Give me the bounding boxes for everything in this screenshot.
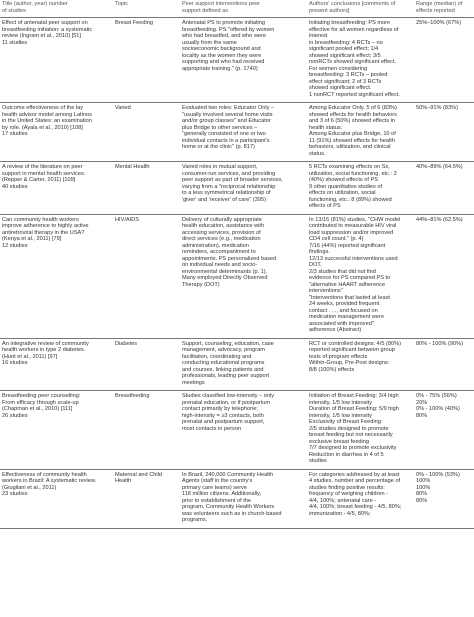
table-row	[0, 469, 474, 528]
table-row	[0, 18, 474, 103]
cell-conclusions: 5 RCTs examining effects on Sx, utilization, social functioning, etc.: 2 (40%) showed effects of PS 9 other quantitative studies of effects on utilization, social functioning, etc.: 8 (89%) showed effects of PS	[307, 162, 414, 215]
cell-intervention: Evaluated two roles: Educator Only – "usually involved several home visits and/or group classes" and Educator plus Bridge to other services – "generally consisted of one or two individual contacts in a participant's home or at the clinic" (p. 817)	[180, 103, 307, 162]
cell-range: 50%–91% (83%)	[414, 103, 474, 162]
cell-conclusions: For categories addressed by at least 4 studies, number and percentage of studies finding positive results: frequency of weighing children - 4/4, 100%; antenatal care - 4/4, 100%; breast feeding - 4/5, 80%; immunization - 4/5, 80%;	[307, 469, 414, 528]
cell-title: An integrative review of community health workers in type 2 diabetes. (Hunt et al., 2011) [97] 16 studies	[0, 338, 113, 391]
cell-title: Effect of antenatal peer support on breastfeeding initiation: a systematic review (Ingram et al., 2010) [51] 11 studies	[0, 18, 113, 103]
cell-topic: HIV/AIDS	[113, 214, 180, 338]
table-row	[0, 214, 474, 338]
cell-range: 40%–89% (64.5%)	[414, 162, 474, 215]
table-row	[0, 103, 474, 162]
cell-range: 25%–100% (67%)	[414, 18, 474, 103]
cell-title: A review of the literature on peer support in mental health services. (Repper & Carter, 2011) [109] 40 studies	[0, 162, 113, 215]
header-topic: Topic	[113, 0, 180, 18]
cell-conclusions: In 13/16 (81%) studies, "CHW model contributed to measurable HIV viral load suppression and/or improved CD4 cell count." (p. 4) 7/16 (44%) reported significant findings. 12/13 successful interventions used DOT. 2/3 studies that did not find evidence for PS compared PS to "alternative HAART adherence interventions" "Interventions that lasted at least 24 weeks, provided frequent contact . . ., and focused on medication management were associated with improved" adherence (Abstract)	[307, 214, 414, 338]
table-row	[0, 162, 474, 215]
cell-title: Outcome effectiveness of the lay health advisor model among Latinos in the United States: an examination by role. (Ayala et al., 2010) [108] 17 studies	[0, 103, 113, 162]
table-header-row	[0, 0, 474, 18]
cell-topic: Maternal and Child Health	[113, 469, 180, 528]
cell-title: Effectiveness of community health workers in Brazil: A systematic review. (Giugliani et al., 2011) 23 studies	[0, 469, 113, 528]
cell-range: 0% - 75% (56%) 20% 0% - 100% (40%) 80%	[414, 391, 474, 470]
cell-title: Breastfeeding peer counselling: From efficacy through scale-up (Chapman et al., 2010) [111] 26 studies	[0, 391, 113, 470]
cell-topic: Mental Health	[113, 162, 180, 215]
table-row	[0, 338, 474, 391]
cell-topic: Breastfeeding	[113, 391, 180, 470]
cell-range: 80% - 100% (90%)	[414, 338, 474, 391]
cell-intervention: Studies classified low-intensity – only prenatal education, or if postpartum contact primarily by telephone; high-intensity = ≥3 contacts, both prenatal and postpartum support, most contacts in person	[180, 391, 307, 470]
cell-intervention: Antenatal PS to promote initiating breastfeeding. PS "offered by women who had breastfed, and who were usually from the same socioeconomic background and locality as the women they were supporting and who had received appropriate training." (p. 1740)	[180, 18, 307, 103]
cell-conclusions: Among Educator Only, 5 of 6 (83%) showed effects for health behaviors and 3 of 6 (50%) showed effects in health status. Among Educator plus Bridge, 10 of 11 (91%) showed effects for health behaviors, utilization, and clinical status.	[307, 103, 414, 162]
header-conclusions: Authors' conclusions [comments of present authors]	[307, 0, 414, 18]
cell-title: Can community health workers improve adherence to highly active antiretroviral therapy in the USA? (Kenya et al., 2011) [79] 12 studies	[0, 214, 113, 338]
cell-topic: Diabetes	[113, 338, 180, 391]
cell-topic: Varied	[113, 103, 180, 162]
header-title: Title (author, year) number of studies	[0, 0, 113, 18]
cell-range: 44%–81% (62.5%)	[414, 214, 474, 338]
cell-intervention: In Brazil, 240,000 Community Health Agents (staff in the country's primary care teams) serve 118 million citizens. Additionally, prior to establishment of the program, Community Health Workers was volunteers such as in church-based programs.	[180, 469, 307, 528]
cell-topic: Breast Feeding	[113, 18, 180, 103]
cell-conclusions: Initiating breastfeeding: PS more effective for all women regardless of interest in breastfeeding: 4 RCTs – no significant pooled effect; 1/4 showed significant effect; 3/5 nonRCTs showed significant effect. For women considering breastfeeding: 3 RCTs – pooled effect significant; 2 of 3 RCTs showed significant effect. 1 nonRCT reported significant effect.	[307, 18, 414, 103]
header-range: Range (median) of effects reported	[414, 0, 474, 18]
cell-conclusions: Initiation of Breast Feeding: 3/4 high intensity, 1/5 low intensity Duration of Breast Feeding: 5/9 high intensity, 1/5 low intensity Exclusivity of Breast Feeding: 2/5 studies designed to promote breast feeding but not necessarily exclusive breast feeding 7/7 designed to promote exclusivity Reduction in diarrhea in 4 of 5 studies	[307, 391, 414, 470]
table-row	[0, 391, 474, 470]
cell-range: 0% - 100% (53%) 100% 100% 80% 80%	[414, 469, 474, 528]
cell-intervention: Support, counseling, education, case management, advocacy, program facilitation, coordinating and conducting educational programs and courses, linking patients and professionals, leading peer support meetings	[180, 338, 307, 391]
cell-intervention: Delivery of culturally appropriate health education, assistance with accessing services, provision of direct services (e.g., medication administration), medication reminders, accompaniment to appointments. PS personalized based on individual needs and socio- environmental determinants (p. 1). Many employed Directly Observed Therapy (DOT)	[180, 214, 307, 338]
header-intervention: Peer support interventions peer support defined as	[180, 0, 307, 18]
cell-conclusions: RCT or controlled designs: 4/5 (80%) reported significant between group tests of program effects Within-Group, Pre-Post designs: 8/8 (100%) effects	[307, 338, 414, 391]
cell-intervention: Varied roles in mutual support, consumer-run services, and providing peer support as part of broader services, varying from a "reciprocal relationship to a less symmetrical relationship of 'giver' and 'receiver' of care" (395)	[180, 162, 307, 215]
